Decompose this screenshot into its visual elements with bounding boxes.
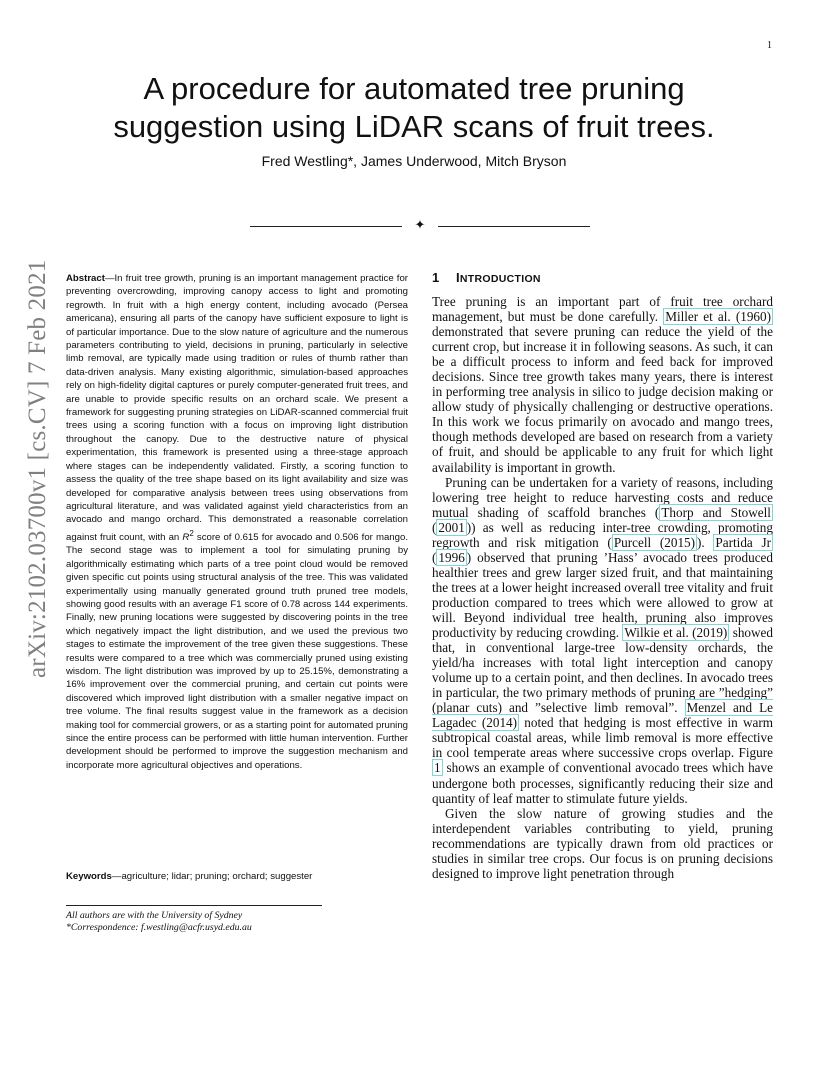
intro-paragraph-3	[432, 806, 773, 881]
intro-text-run: showed that, in conventional large-tree low-density orchards, the yield/ha increases with total light interception and canopy volume up to a certain point, and then declines. In avocado trees in particular, the two primary methods of pruning are ”hedging” (planar cuts) and ”selective limb removal”.	[432, 625, 773, 716]
citation-link[interactable]: Wilkie et al. (2019)	[624, 625, 728, 641]
keywords	[66, 870, 408, 883]
intro-text-run: Given the slow nature of growing studies and the interdependent variables contributing to yield, pruning recommendations are typically drawn from old practices or studies in similar tree crops. Our focus is on pruning decisions designed to improve light penetration through	[432, 805, 773, 881]
introduction-body	[432, 294, 773, 881]
section-title-rest: NTRODUCTION	[459, 273, 541, 285]
citation-link[interactable]: Miller et al. (1960)	[665, 309, 771, 325]
section-heading	[432, 270, 541, 285]
intro-paragraph-2	[432, 475, 773, 806]
citation-link[interactable]: 1996	[438, 549, 465, 565]
citation-link[interactable]: Partida Jr	[715, 534, 771, 550]
page-number: 1	[767, 40, 772, 51]
keywords-label: Keywords	[66, 871, 112, 882]
section-number: 1	[432, 270, 440, 285]
section-title-initial: I	[456, 270, 460, 285]
footnote-correspondence: *Correspondence: f.westling@acfr.usyd.edu.au	[66, 922, 252, 933]
footnote	[66, 910, 408, 934]
abstract-text-continued: score of 0.615 for avocado and 0.506 for mango. The second stage was to implement a tool for simulating pruning by algorithmically estimating which parts of a tree point cloud would be removed given specific cut points using structural analysis of the tree. This was validated experimentally using manually generated ground truth pruned tree models, showing good results with an average F1 score of 0.78 across 144 experiments. Finally, new pruning locations were suggested by discovering points in the tree which negatively impact the light distribution, and we used the previous two stages to estimate the improvement of the tree given these suggestions. These results were compared to a tree which was commercially pruned using existing wisdom. The light distribution was improved by up to 25.15%, demonstrating a 16% improvement over the commercial pruning, and certain cut points were discovered which improved light distribution with a smaller negative impact on tree volume. The final results suggest value in the framework as a decision making tool for commercial growers, or as a starting point for automated pruning since the entire process can be performed with little human intervention. Further development should be performed to improve the suggestion mechanism and incorporate more agricultural objectives and operations.	[66, 531, 408, 771]
citation-link[interactable]: 1	[434, 760, 441, 776]
intro-paragraph-1	[432, 294, 773, 475]
intro-text-run: (	[432, 519, 437, 535]
intro-text-run: shows an example of conventional avocado trees which have undergone both processes, significantly reducing their size and quantity of leaf matter to stimulate future yields.	[432, 760, 773, 806]
intro-text-run: (	[432, 549, 437, 565]
r-squared-exponent: 2	[189, 528, 194, 538]
footnote-affiliation: All authors are with the University of Sydney	[66, 910, 243, 921]
intro-text-run: ).	[697, 534, 714, 550]
abstract-text: —In fruit tree growth, pruning is an important management practice for preventing overcrowding, improving canopy access to light and promoting regrowth. In fruit with a high energy content, including avocado (Persea americana), ensuring all parts of the canopy have sufficient exposure to light is of particular importance. Due to the slow nature of agriculture and the numerous parameters contributing to yield, decisions in pruning, particularly in selective limb removal, are typically made using tradition or rules of thumb rather than data-driven analysis. Many existing algorithmic, simulation-based approaches rely on high-fidelity digital captures or purely computer-generated fruit trees, and are unable to provide specific results on an orchard scale. We present a framework for suggesting pruning strategies on LiDAR-scanned commercial fruit trees using a scoring function with a focus on improving light distribution throughout the canopy. Due to the destructive nature of physical experimentation, this framework is presented using a three-stage approach where stages can be independently validated. Firstly, a scoring function to assess the quality of the tree shape based on its light availability and size was developed for comparative analysis between trees using observations from agricultural literature, and was validated against yield characteristics from an avocado and mango orchard. This demonstrated a reasonable correlation against fruit count, with an	[66, 273, 408, 543]
intro-text-run: Pruning can be undertaken for a variety of reasons, including lowering tree height to reduce harvesting costs and reduce mutual shading of scaffold branches (	[432, 474, 773, 520]
r-squared-symbol: R	[182, 531, 190, 543]
title-line-1: A procedure for automated tree pruning	[143, 71, 685, 106]
citation-link[interactable]: Thorp and Stowell	[661, 504, 771, 520]
intro-text-run: ) observed that pruning ’Hass’ avocado trees produced healthier trees and grew larger sized fruit, and that maintaining the trees at a lower height increased overall tree vitality and fruit production compared to trees which were allowed to grow at will. Beyond individual tree health, pruning also improves productivity by reducing crowding.	[432, 549, 773, 641]
divider-rule-left	[250, 226, 402, 227]
citation-link[interactable]: Menzel and Le Lagadec (2014)	[432, 700, 773, 731]
abstract	[66, 272, 408, 772]
arxiv-identifier: arXiv:2102.03700v1 [cs.CV] 7 Feb 2021	[24, 259, 51, 678]
intro-text-run: Tree pruning is an important part of fruit tree orchard management, but must be done carefully.	[432, 294, 773, 325]
diamond-ornament-icon: ✦	[414, 218, 426, 233]
citation-link[interactable]: Purcell (2015)	[613, 534, 696, 550]
paper-title	[60, 70, 768, 146]
author-list: Fred Westling*, James Underwood, Mitch Bryson	[261, 153, 567, 169]
keywords-text: —agriculture; lidar; pruning; orchard; suggester	[111, 871, 313, 882]
citation-link[interactable]: 2001	[438, 519, 465, 535]
intro-text-run: )) as well as reducing inter-tree crowding, promoting regrowth and risk mitigation (	[432, 519, 773, 550]
divider-rule-right	[438, 226, 590, 227]
footnote-rule	[66, 905, 322, 906]
abstract-label: Abstract	[66, 273, 105, 284]
intro-text-run: noted that hedging is most effective in warm subtropical coastal areas, while limb removal is more effective in cool temperate areas where successive crops overlap. Figure	[432, 715, 773, 761]
title-divider	[250, 216, 590, 236]
intro-text-run: demonstrated that severe pruning can reduce the yield of the current crop, but increase it in following seasons. As such, it can be a difficult process to inform and feed back for improved decisions. Since tree growth takes many years, there is interest in performing tree analysis in silico to judge decision making or allow study of physically challenging or destructive operations. In this work we focus primarily on avocado and mango trees, though methods developed are based on research from a variety of fruit, and should be applicable to any fruit for which light availability is important in growth.	[432, 324, 773, 475]
title-line-2: suggestion using LiDAR scans of fruit trees.	[113, 109, 715, 144]
